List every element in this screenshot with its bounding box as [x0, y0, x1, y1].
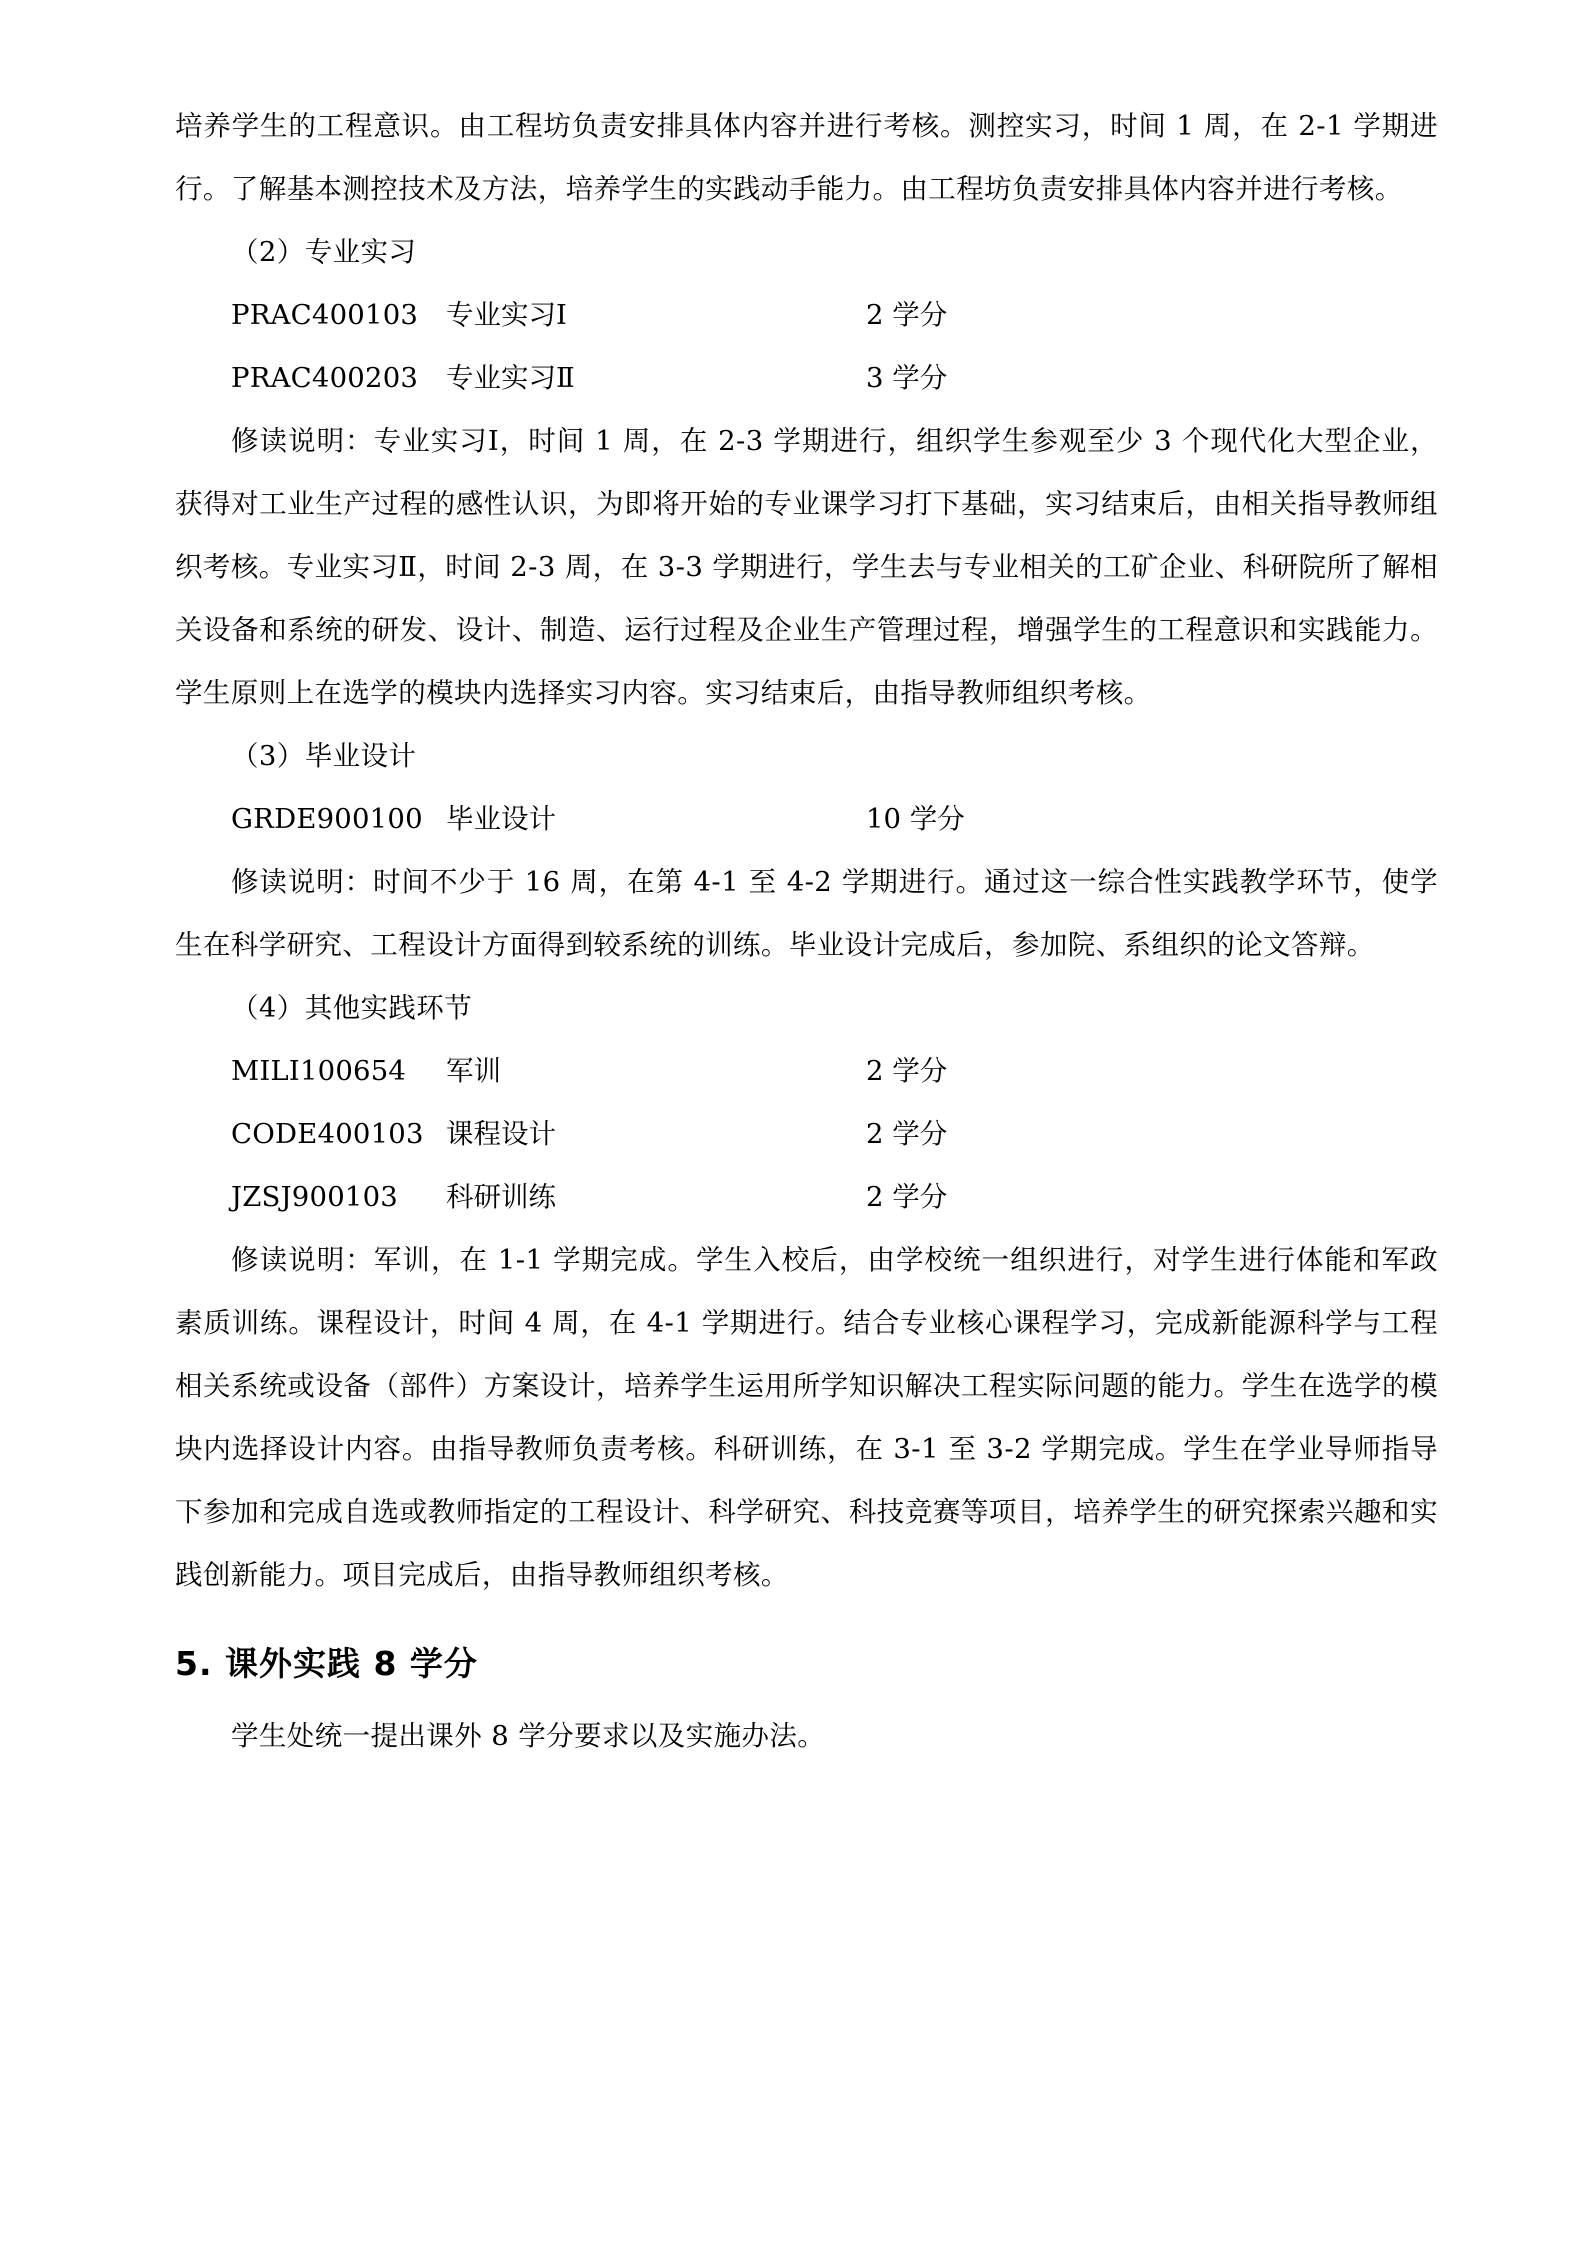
course-name: 毕业设计	[446, 803, 556, 835]
course-credit: 2 学分	[866, 1181, 948, 1213]
course-credit: 2 学分	[866, 299, 948, 331]
course-row	[175, 1166, 1438, 1229]
course-row	[175, 284, 1438, 347]
paragraph-item-4: （4）其他实践环节	[231, 992, 473, 1024]
course-name: 专业实习Ⅰ	[446, 299, 567, 331]
note-professional-practice: 修读说明：专业实习Ⅰ，时间 1 周，在 2-3 学期进行，组织学生参观至少 3 个现代化大型企业，获得对工业生产过程的感性认识，为即将开始的专业课学习打下基础，实习结束后，由相关指导教师组织考核。专业实习Ⅱ，时间 2-3 周，在 3-3 学期进行，学生去与专业相关的工矿企业、科研院所了解相关设备和系统的研发、设计、制造、运行过程及企业生产管理过程，增强学生的工程意识和实践能力。学生原则上在选学的模块内选择实习内容。实习结束后，由指导教师组织考核。	[175, 425, 1438, 709]
course-row	[175, 1103, 1438, 1166]
course-name: 专业实习Ⅱ	[446, 362, 575, 394]
course-name: 军训	[446, 1055, 501, 1087]
course-code: PRAC400103	[231, 299, 419, 331]
course-credit: 10 学分	[866, 803, 965, 835]
course-code: CODE400103	[231, 1118, 424, 1150]
course-code: JZSJ900103	[231, 1181, 398, 1213]
paragraph-item-3: （3）毕业设计	[231, 740, 417, 772]
course-code: MILI100654	[231, 1055, 407, 1087]
course-name: 科研训练	[446, 1181, 556, 1213]
course-code: PRAC400203	[231, 362, 419, 394]
section-heading-5: 5. 课外实践 8 学分	[175, 1644, 478, 1683]
course-row	[175, 347, 1438, 410]
note-graduation-design: 修读说明：时间不少于 16 周，在第 4-1 至 4-2 学期进行。通过这一综合性实践教学环节，使学生在科学研究、工程设计方面得到较系统的训练。毕业设计完成后，参加院、系组织的论文答辩。	[175, 866, 1438, 961]
course-credit: 3 学分	[866, 362, 948, 394]
course-name: 课程设计	[446, 1118, 556, 1150]
section-5-text: 学生处统一提出课外 8 学分要求以及实施办法。	[231, 1720, 826, 1752]
note-other-practice: 修读说明：军训，在 1-1 学期完成。学生入校后，由学校统一组织进行，对学生进行体能和军政素质训练。课程设计，时间 4 周，在 4-1 学期进行。结合专业核心课程学习，完成新能源科学与工程相关系统或设备（部件）方案设计，培养学生运用所学知识解决工程实际问题的能力。学生在选学的模块内选择设计内容。由指导教师负责考核。科研训练，在 3-1 至 3-2 学期完成。学生在学业导师指导下参加和完成自选或教师指定的工程设计、科学研究、科技竞赛等项目，培养学生的研究探索兴趣和实践创新能力。项目完成后，由指导教师组织考核。	[175, 1244, 1438, 1591]
course-row	[175, 1040, 1438, 1103]
paragraph-item-2: （2）专业实习	[231, 236, 417, 268]
paragraph-intro: 培养学生的工程意识。由工程坊负责安排具体内容并进行考核。测控实习，时间 1 周，在 2-1 学期进行。了解基本测控技术及方法，培养学生的实践动手能力。由工程坊负责安排具体内容并进行考核。	[175, 110, 1438, 205]
course-row	[175, 788, 1438, 851]
course-credit: 2 学分	[866, 1055, 948, 1087]
course-credit: 2 学分	[866, 1118, 948, 1150]
course-code: GRDE900100	[231, 803, 423, 835]
